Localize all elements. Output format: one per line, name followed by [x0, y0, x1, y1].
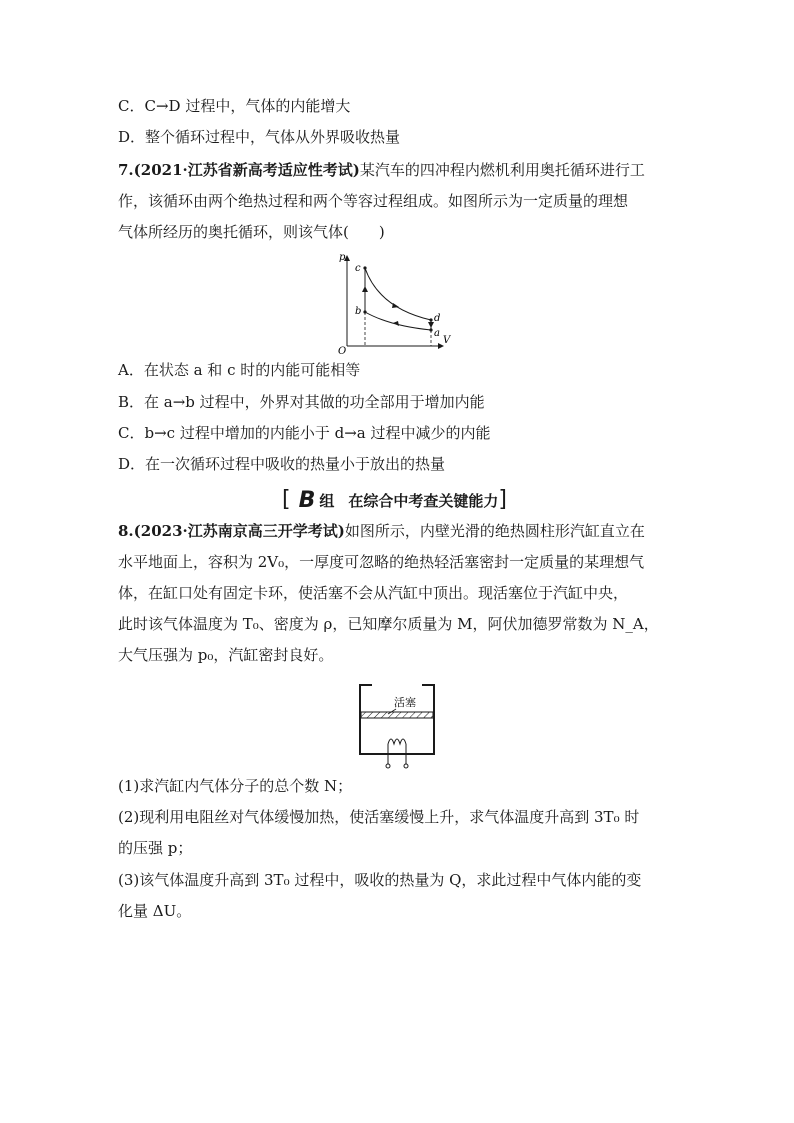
cylinder-walls	[360, 684, 434, 754]
piston-label: 活塞	[394, 696, 416, 709]
q8-part-3-line-1: (3)该气体温度升高到 3T₀ 过程中，吸收的热量为 Q，求此过程中气体内能的变	[118, 871, 642, 889]
label-p: p	[339, 252, 346, 263]
section-header-b	[282, 486, 512, 514]
label-o: O	[338, 346, 347, 355]
q8-text-1: 如图所示，内壁光滑的绝热圆柱形汽缸直立在	[344, 522, 645, 540]
q7-line-2: 作，该循环由两个绝热过程和两个等容过程组成。如图所示为一定质量的理想	[118, 192, 629, 210]
q8-source: 8.(2023·江苏南京高三开学考试)	[118, 522, 345, 540]
q8-line-3: 体，在缸口处有固定卡环，使活塞不会从汽缸中顶出。现活塞位于汽缸中央，	[118, 584, 629, 602]
label-c: c	[355, 263, 361, 274]
q8-part-1: (1)求汽缸内气体分子的总个数 N；	[118, 777, 353, 795]
heating-coil	[388, 739, 406, 744]
q8-line-4: 此时该气体温度为 T₀、密度为 ρ，已知摩尔质量为 M，阿伏加德罗常数为 N_A，	[118, 615, 659, 633]
cylinder-diagram	[352, 676, 442, 772]
q7-line-1	[118, 160, 645, 180]
q8-line-2: 水平地面上，容积为 2V₀，一厚度可忽略的绝热轻活塞密封一定质量的某理想气	[118, 553, 645, 571]
terminal-left	[386, 764, 390, 768]
point-a	[429, 328, 432, 331]
q8-part-2-line-1: (2)现利用电阻丝对气体缓慢加热，使活塞缓慢上升，求气体温度升高到 3T₀ 时	[118, 808, 640, 826]
q6-option-c: C．C→D 过程中，气体的内能增大	[118, 97, 351, 115]
label-b: b	[355, 306, 362, 317]
q8-line-1	[118, 521, 645, 541]
q7-option-a: A．在状态 a 和 c 时的内能可能相等	[118, 361, 361, 379]
adiabat-cd	[365, 268, 431, 320]
q7-option-c: C．b→c 过程中增加的内能小于 d→a 过程中减少的内能	[118, 424, 491, 442]
terminal-right	[404, 764, 408, 768]
group-word: 组	[319, 491, 335, 510]
q7-text-1: 某汽车的四冲程内燃机利用奥托循环进行工	[359, 161, 645, 179]
right-bracket: ]	[498, 487, 507, 512]
left-bracket: [	[282, 487, 291, 512]
q8-part-3-line-2: 化量 ΔU。	[118, 902, 192, 920]
pv-diagram	[335, 250, 455, 355]
arrow-bc	[362, 286, 368, 292]
label-a: a	[434, 328, 440, 339]
label-d: d	[434, 313, 441, 324]
q7-line-3: 气体所经历的奥托循环，则该气体( )	[118, 223, 385, 241]
point-b	[363, 310, 366, 313]
q7-option-b: B．在 a→b 过程中，外界对其做的功全部用于增加内能	[118, 393, 485, 411]
label-v: V	[443, 335, 451, 346]
section-title: 在综合中考查关键能力	[348, 491, 499, 510]
point-c	[363, 266, 366, 269]
q8-line-5: 大气压强为 p₀，汽缸密封良好。	[118, 646, 334, 664]
group-letter: B	[298, 487, 316, 513]
point-d	[429, 318, 432, 321]
q8-part-2-line-2: 的压强 p；	[118, 839, 193, 857]
q7-source: 7.(2021·江苏省新高考适应性考试)	[118, 161, 360, 179]
q7-option-d: D．在一次循环过程中吸收的热量小于放出的热量	[118, 455, 446, 473]
piston	[361, 712, 433, 718]
q6-option-d: D．整个循环过程中，气体从外界吸收热量	[118, 128, 401, 146]
